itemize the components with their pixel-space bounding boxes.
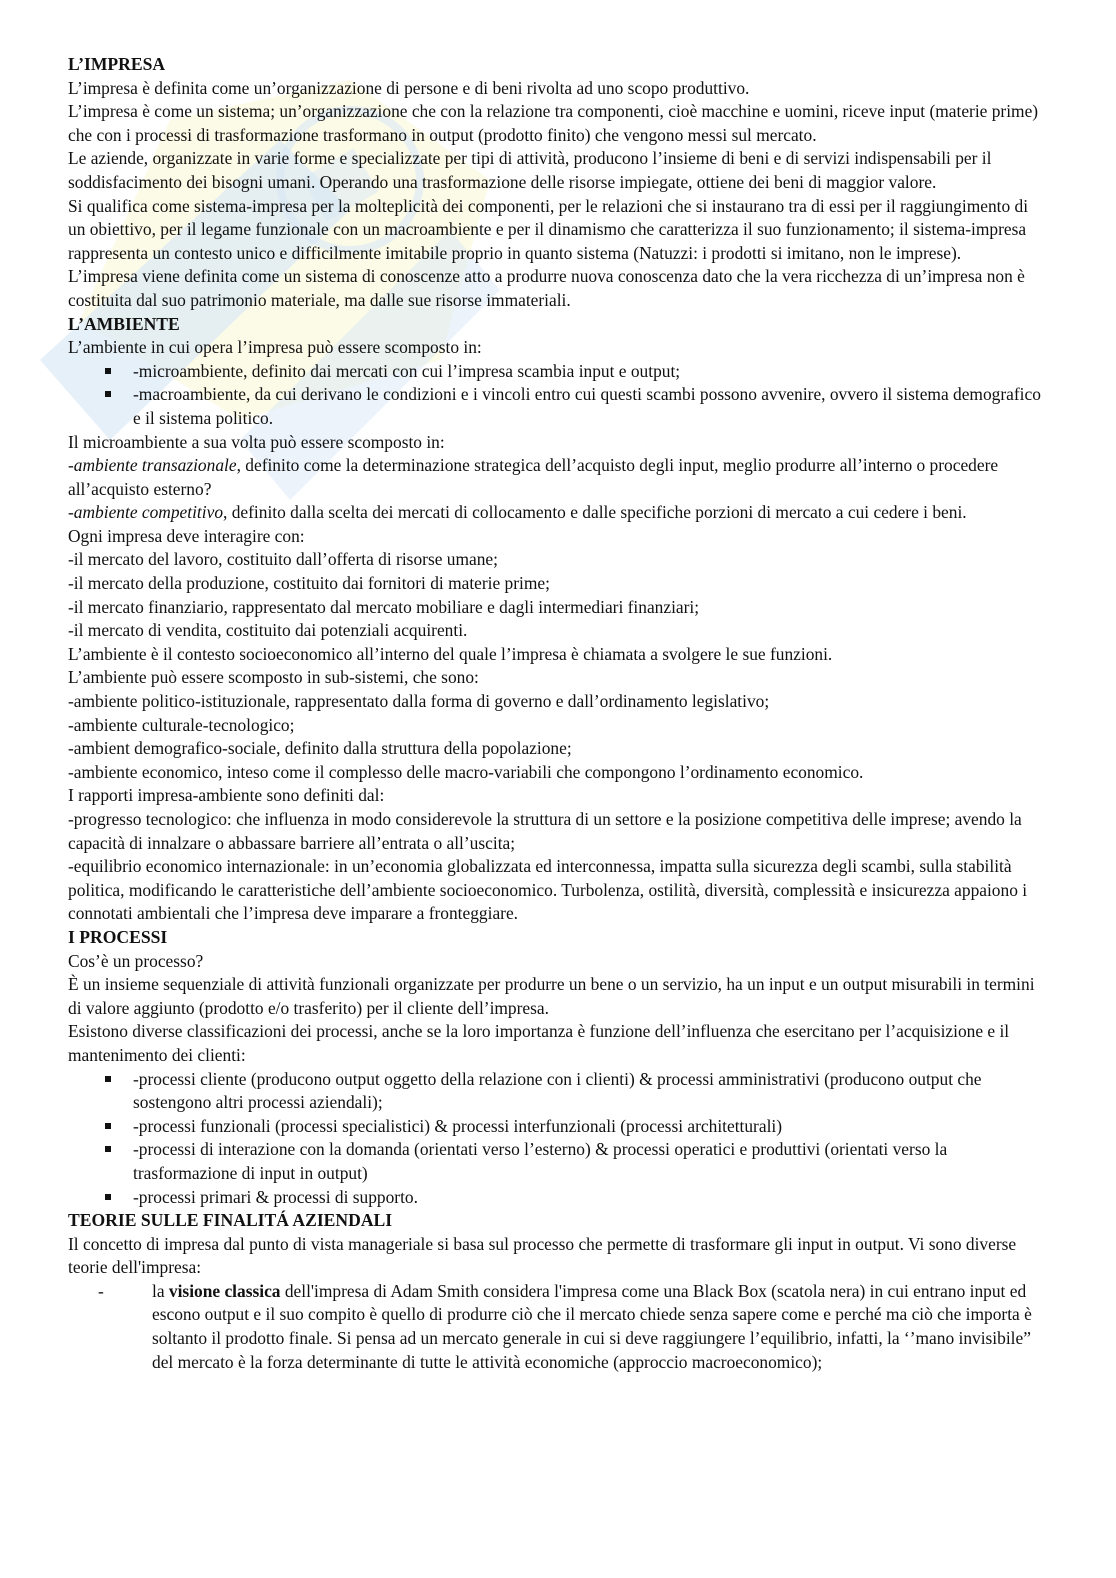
paragraph-transazionale <box>68 454 1048 501</box>
text-line: -ambient demografico-sociale, definito dalla struttura della popolazione; <box>68 738 572 759</box>
text-line: -ambiente culturale-tecnologico; <box>68 714 295 735</box>
dash-list-teorie <box>68 1280 1048 1374</box>
paragraph: L’impresa è come un sistema; un’organizzazione che con la relazione tra componenti, cioè macchine e uomini, riceve input (materie prime) che con i processi di trasformazione trasformano in output (prodotto finito) che vengono messi sul mercato. <box>68 101 1039 145</box>
list-item-text: -processi funzionali (processi specialistici) & processi interfunzionali (processi architetturali) <box>133 1115 783 1136</box>
paragraph: Esistono diverse classificazioni dei processi, anche se la loro importanza è funzione dell’influenza che esercitano per l’acquisizione e il mantenimento dei clienti: <box>68 1021 1010 1065</box>
section-title-impresa: L’IMPRESA <box>68 54 166 74</box>
bullet-list-processi <box>68 1068 1048 1210</box>
document-body <box>68 53 1048 1374</box>
text-line: -il mercato di vendita, costituito dai potenziali acquirenti. <box>68 620 468 641</box>
list-item <box>68 383 1048 430</box>
list-item-text: -microambiente, definito dai mercati con cui l’impresa scambia input e output; <box>133 360 681 381</box>
text-line: -ambiente economico, inteso come il complesso delle macro-variabili che compongono l’ordinamento economico. <box>68 761 864 782</box>
square-bullet-icon <box>105 368 111 374</box>
text-line: I rapporti impresa-ambiente sono definiti dal: <box>68 785 385 806</box>
section-title-teorie: TEORIE SULLE FINALITÁ AZIENDALI <box>68 1210 393 1231</box>
square-bullet-icon <box>105 1076 111 1082</box>
list-item <box>68 1068 1048 1115</box>
square-bullet-icon <box>105 1123 111 1129</box>
list-item <box>68 1115 1048 1139</box>
list-item-text: -processi cliente (producono output oggetto della relazione con i clienti) & processi amministrativi (producono output che sostengono altri processi aziendali); <box>133 1068 982 1113</box>
term-definition: , definito come la determinazione strategica dell’acquisto degli input, meglio produrre all’interno o procedere all’acquisto esterno? <box>68 455 999 499</box>
paragraph: Il microambiente a sua volta può essere scomposto in: <box>68 431 445 452</box>
list-item <box>68 360 1048 384</box>
text-line: -il mercato del lavoro, costituito dall’offerta di risorse umane; <box>68 549 498 570</box>
list-item-text: dell'impresa di Adam Smith considera l'impresa come una Black Box (scatola nera) in cui entrano input ed escono output e il suo compito è quello di produrre ciò che il mercato chiede senza sapere come e perché ma ciò che importa è soltanto il prodotto finale. Si pensa ad un mercato generale in cui si deve raggiungere l’equilibrio, infatti, la ‘’mano invisibile” del mercato è la forza determinante di tutte le attività economiche (approccio macroeconomico); <box>152 1280 1032 1372</box>
square-bullet-icon <box>105 391 111 397</box>
term-italic: -ambiente transazionale <box>68 455 237 476</box>
paragraph: Il concetto di impresa dal punto di vista manageriale si basa sul processo che permette di trasformare gli input in output. Vi sono diverse teorie dell'impresa: <box>68 1233 1017 1278</box>
text-line: -equilibrio economico internazionale: in un’economia globalizzata ed interconnessa, impatta sulla sicurezza degli scambi, sulla stabilità politica, modificando le caratteristiche dell’ambiente socioeconomico. Turbolenza, ostilità, diversità, complessità e insicurezza appaiono i connotati ambientali che l’impresa deve imparare a fronteggiare. <box>68 856 1028 924</box>
list-item <box>68 1280 1048 1374</box>
square-bullet-icon <box>105 1146 111 1152</box>
section-title-processi: I PROCESSI <box>68 926 168 947</box>
paragraph: L’impresa viene definita come un sistema di conoscenze atto a produrre nuova conoscenza dato che la vera ricchezza di un’impresa non è costituita dal suo patrimonio materiale, ma dalle sue risorse immateriali. <box>68 266 1025 310</box>
text-line: Ogni impresa deve interagire con: <box>68 525 305 546</box>
section-title-ambiente: L’AMBIENTE <box>68 313 180 334</box>
text-line: -il mercato della produzione, costituito dai fornitori di materie prime; <box>68 573 550 594</box>
list-item-text: -processi primari & processi di supporto. <box>133 1186 418 1207</box>
paragraph: L’ambiente in cui opera l’impresa può essere scomposto in: <box>68 337 482 358</box>
term-italic: -ambiente competitivo <box>68 502 224 523</box>
dash-marker: - <box>98 1280 104 1301</box>
paragraph-competitivo <box>68 501 1048 525</box>
paragraph: È un insieme sequenziale di attività funzionali organizzate per produrre un bene o un servizio, ha un input e un output misurabili in termini di valore aggiunto (prodotto e/o trasferito) per il cliente dell’impresa. <box>68 974 1035 1018</box>
list-item-text: -macroambiente, da cui derivano le condizioni e i vincoli entro cui questi scambi possono avvenire, ovvero il sistema demografico e il sistema politico. <box>133 384 1041 428</box>
text-line: -ambiente politico-istituzionale, rappresentato dalla forma di governo e dall’ordinamento legislativo; <box>68 691 770 712</box>
square-bullet-icon <box>105 1194 111 1200</box>
list-item <box>68 1186 1048 1210</box>
bullet-list-ambiente <box>68 360 1048 431</box>
paragraph: Cos’è un processo? <box>68 950 204 971</box>
text-line: L’ambiente è il contesto socioeconomico all’interno del quale l’impresa è chiamata a svolgere le sue funzioni. <box>68 643 833 664</box>
list-item-text: -processi di interazione con la domanda (orientati verso l’esterno) & processi operatici e produttivi (orientati verso la trasformazione di input in output) <box>133 1139 948 1183</box>
list-item <box>68 1138 1048 1185</box>
text-line: L’ambiente può essere scomposto in sub-sistemi, che sono: <box>68 667 479 688</box>
text-line: -progresso tecnologico: che influenza in modo considerevole la struttura di un settore e la posizione competitiva delle imprese; avendo la capacità di innalzare o abbassare barriere all’entrata o all’uscita; <box>68 809 1022 853</box>
list-item-lead: la <box>152 1280 169 1301</box>
list-item-bold: visione classica <box>168 1280 281 1301</box>
text-line: -il mercato finanziario, rappresentato dal mercato mobiliare e dagli intermediari finanziari; <box>68 596 700 617</box>
paragraph: Si qualifica come sistema-impresa per la molteplicità dei componenti, per le relazioni che si instaurano tra di essi per il raggiungimento di un obiettivo, per il legame funzionale con un macroambiente e per il dinamismo che caratterizza il suo funzionamento; il sistema-impresa rappresenta un contesto unico e difficilmente imitabile proprio in quanto sistema (Natuzzi: i prodotti si imitano, non le imprese). <box>68 195 1029 263</box>
term-definition: , definito dalla scelta dei mercati di collocamento e dalle specifiche porzioni di mercato a cui cedere i beni. <box>223 502 967 523</box>
paragraph: Le aziende, organizzate in varie forme e specializzate per tipi di attività, producono l’insieme di beni e di servizi indispensabili per il soddisfacimento dei bisogni umani. Operando una trasformazione delle risorse impiegate, ottiene dei beni di maggior valore. <box>68 148 992 192</box>
paragraph: L’impresa è definita come un’organizzazione di persone e di beni rivolta ad uno scopo produttivo. <box>68 77 750 98</box>
